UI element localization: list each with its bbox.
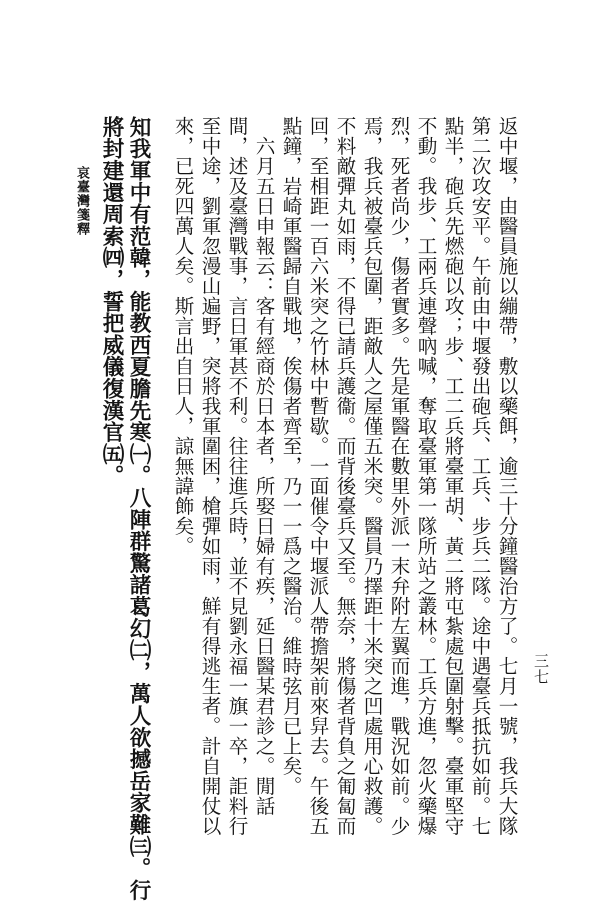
- body-column-12: 至中途，劉軍忽漫山遍野，突將我軍圍困，槍彈如雨，鮮有得逃生者。計自開仗以: [198, 116, 221, 836]
- body-column-9: 點鐘，岩崎軍醫歸自戰地，俟傷者齊至，乃一一爲之醫治。維時弦月已上矣。: [279, 116, 302, 796]
- body-column-3: 點半，砲兵先燃砲以攻；步、工二兵將臺軍胡、黃二將屯紮處包圍射擊。臺軍堅守: [441, 116, 464, 836]
- poem-line-2: 將封建還周索㈣，誓把威儀復漢官㈤。: [99, 116, 124, 487]
- body-column-7: 不料敵彈丸如雨，不得已請兵護衞。而背後臺兵又至。無奈，將傷者背負之匍匐而: [333, 116, 356, 836]
- running-title: 哀臺灣箋釋: [74, 166, 89, 236]
- body-column-13: 來，已死四萬人矣。斯言出自日人，諒無諱飾矣。: [171, 116, 194, 556]
- body-column-2: 第二次攻安平。午前由中堰發出砲兵、工兵、步兵二隊。途中遇臺兵抵抗如前。七: [468, 116, 491, 836]
- page-number: 三七: [532, 653, 550, 685]
- body-column-6: 焉，我兵被臺兵包圍，距敵人之屋僅五米突。醫員乃擇距十米突之凹處用心救護。: [360, 116, 383, 836]
- body-column-4: 不動。我步、工兩兵連聲吶喊，奪取臺軍第一隊所站之叢林。工兵方進，忽火藥爆: [414, 116, 437, 836]
- body-column-11: 間，述及臺灣戰事，言日軍甚不利。往往進兵時，並不見劉永福一旗一卒，詎料行: [225, 116, 248, 836]
- body-column-1: 返中堰，由醫員施以繃帶，敷以藥餌，逾三十分鐘醫治方了。七月一號，我兵大隊: [495, 116, 518, 836]
- body-column-5: 烈，死者尚少，傷者實多。先是軍醫在數里外派一末弁附左翼而進，戰況如前。少: [387, 116, 410, 836]
- body-column-8: 回，至相距一百六米突之竹林中暫歇。一面催令中堰派人帶擔架前來舁去。午後五: [306, 116, 329, 836]
- body-column-10: 六月五日申報云：客有經商於日本者，所娶日婦有疾，延日醫某君診之。閒話: [252, 116, 275, 816]
- poem-line-1: 知我軍中有范韓，能教西夏膽先寒㈠。八陣群驚諸葛幻㈡，萬人欲撼岳家難㈢。行: [126, 116, 151, 901]
